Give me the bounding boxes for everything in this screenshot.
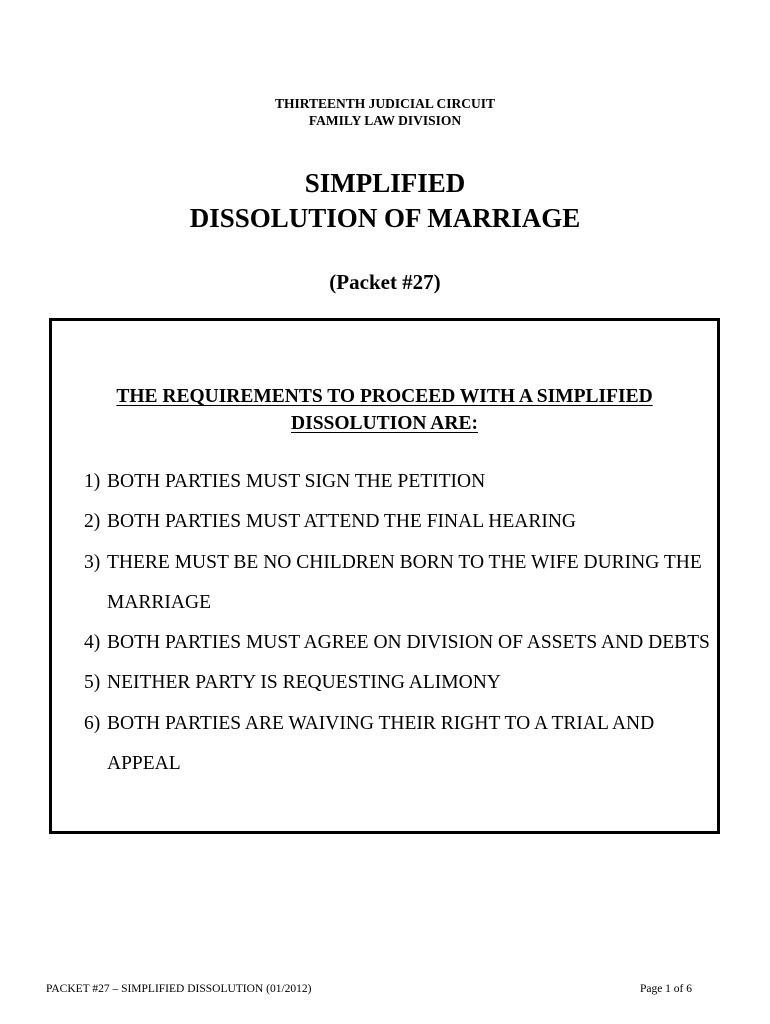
- document-title: [0, 166, 770, 236]
- requirement-item: [84, 663, 714, 703]
- footer-page-number: Page 1 of 6: [639, 983, 692, 995]
- requirement-text: BOTH PARTIES MUST ATTEND THE FINAL HEARING: [107, 511, 577, 533]
- requirement-number: 2): [84, 511, 101, 533]
- requirements-heading-line-1: THE REQUIREMENTS TO PROCEED WITH A SIMPLIFIED: [116, 386, 653, 407]
- requirement-item: [84, 623, 714, 663]
- requirement-item: [84, 462, 714, 502]
- requirement-item: [84, 543, 714, 624]
- requirement-number: 4): [84, 632, 101, 654]
- requirements-box: [49, 318, 720, 834]
- requirement-item: [84, 704, 714, 785]
- requirement-text: NEITHER PARTY IS REQUESTING ALIMONY: [107, 672, 501, 694]
- requirements-list: [84, 462, 714, 784]
- court-name: THIRTEENTH JUDICIAL CIRCUIT: [274, 96, 496, 111]
- requirement-text: BOTH PARTIES MUST AGREE ON DIVISION OF ASSETS AND DEBTS: [107, 632, 710, 654]
- footer-document-id: PACKET #27 – SIMPLIFIED DISSOLUTION (01/2012): [46, 983, 312, 995]
- requirement-number: 5): [84, 672, 101, 694]
- court-header: [0, 95, 770, 129]
- requirement-text: THERE MUST BE NO CHILDREN BORN TO THE WIFE DURING THE MARRIAGE: [107, 551, 702, 613]
- title-line-1: SIMPLIFIED: [304, 168, 466, 198]
- packet-number: (Packet #27): [329, 270, 441, 294]
- title-line-2: DISSOLUTION OF MARRIAGE: [189, 203, 581, 233]
- requirements-heading-line-2: DISSOLUTION ARE:: [291, 413, 478, 434]
- requirement-number: 3): [84, 551, 101, 573]
- requirement-number: 1): [84, 471, 101, 492]
- division-name: FAMILY LAW DIVISION: [308, 113, 462, 128]
- requirement-number: 6): [84, 712, 101, 734]
- requirement-text: BOTH PARTIES ARE WAIVING THEIR RIGHT TO A TRIAL AND APPEAL: [107, 712, 655, 775]
- requirements-heading: [52, 383, 717, 437]
- requirement-item: [84, 502, 714, 542]
- requirement-text: BOTH PARTIES MUST SIGN THE PETITION: [107, 471, 486, 492]
